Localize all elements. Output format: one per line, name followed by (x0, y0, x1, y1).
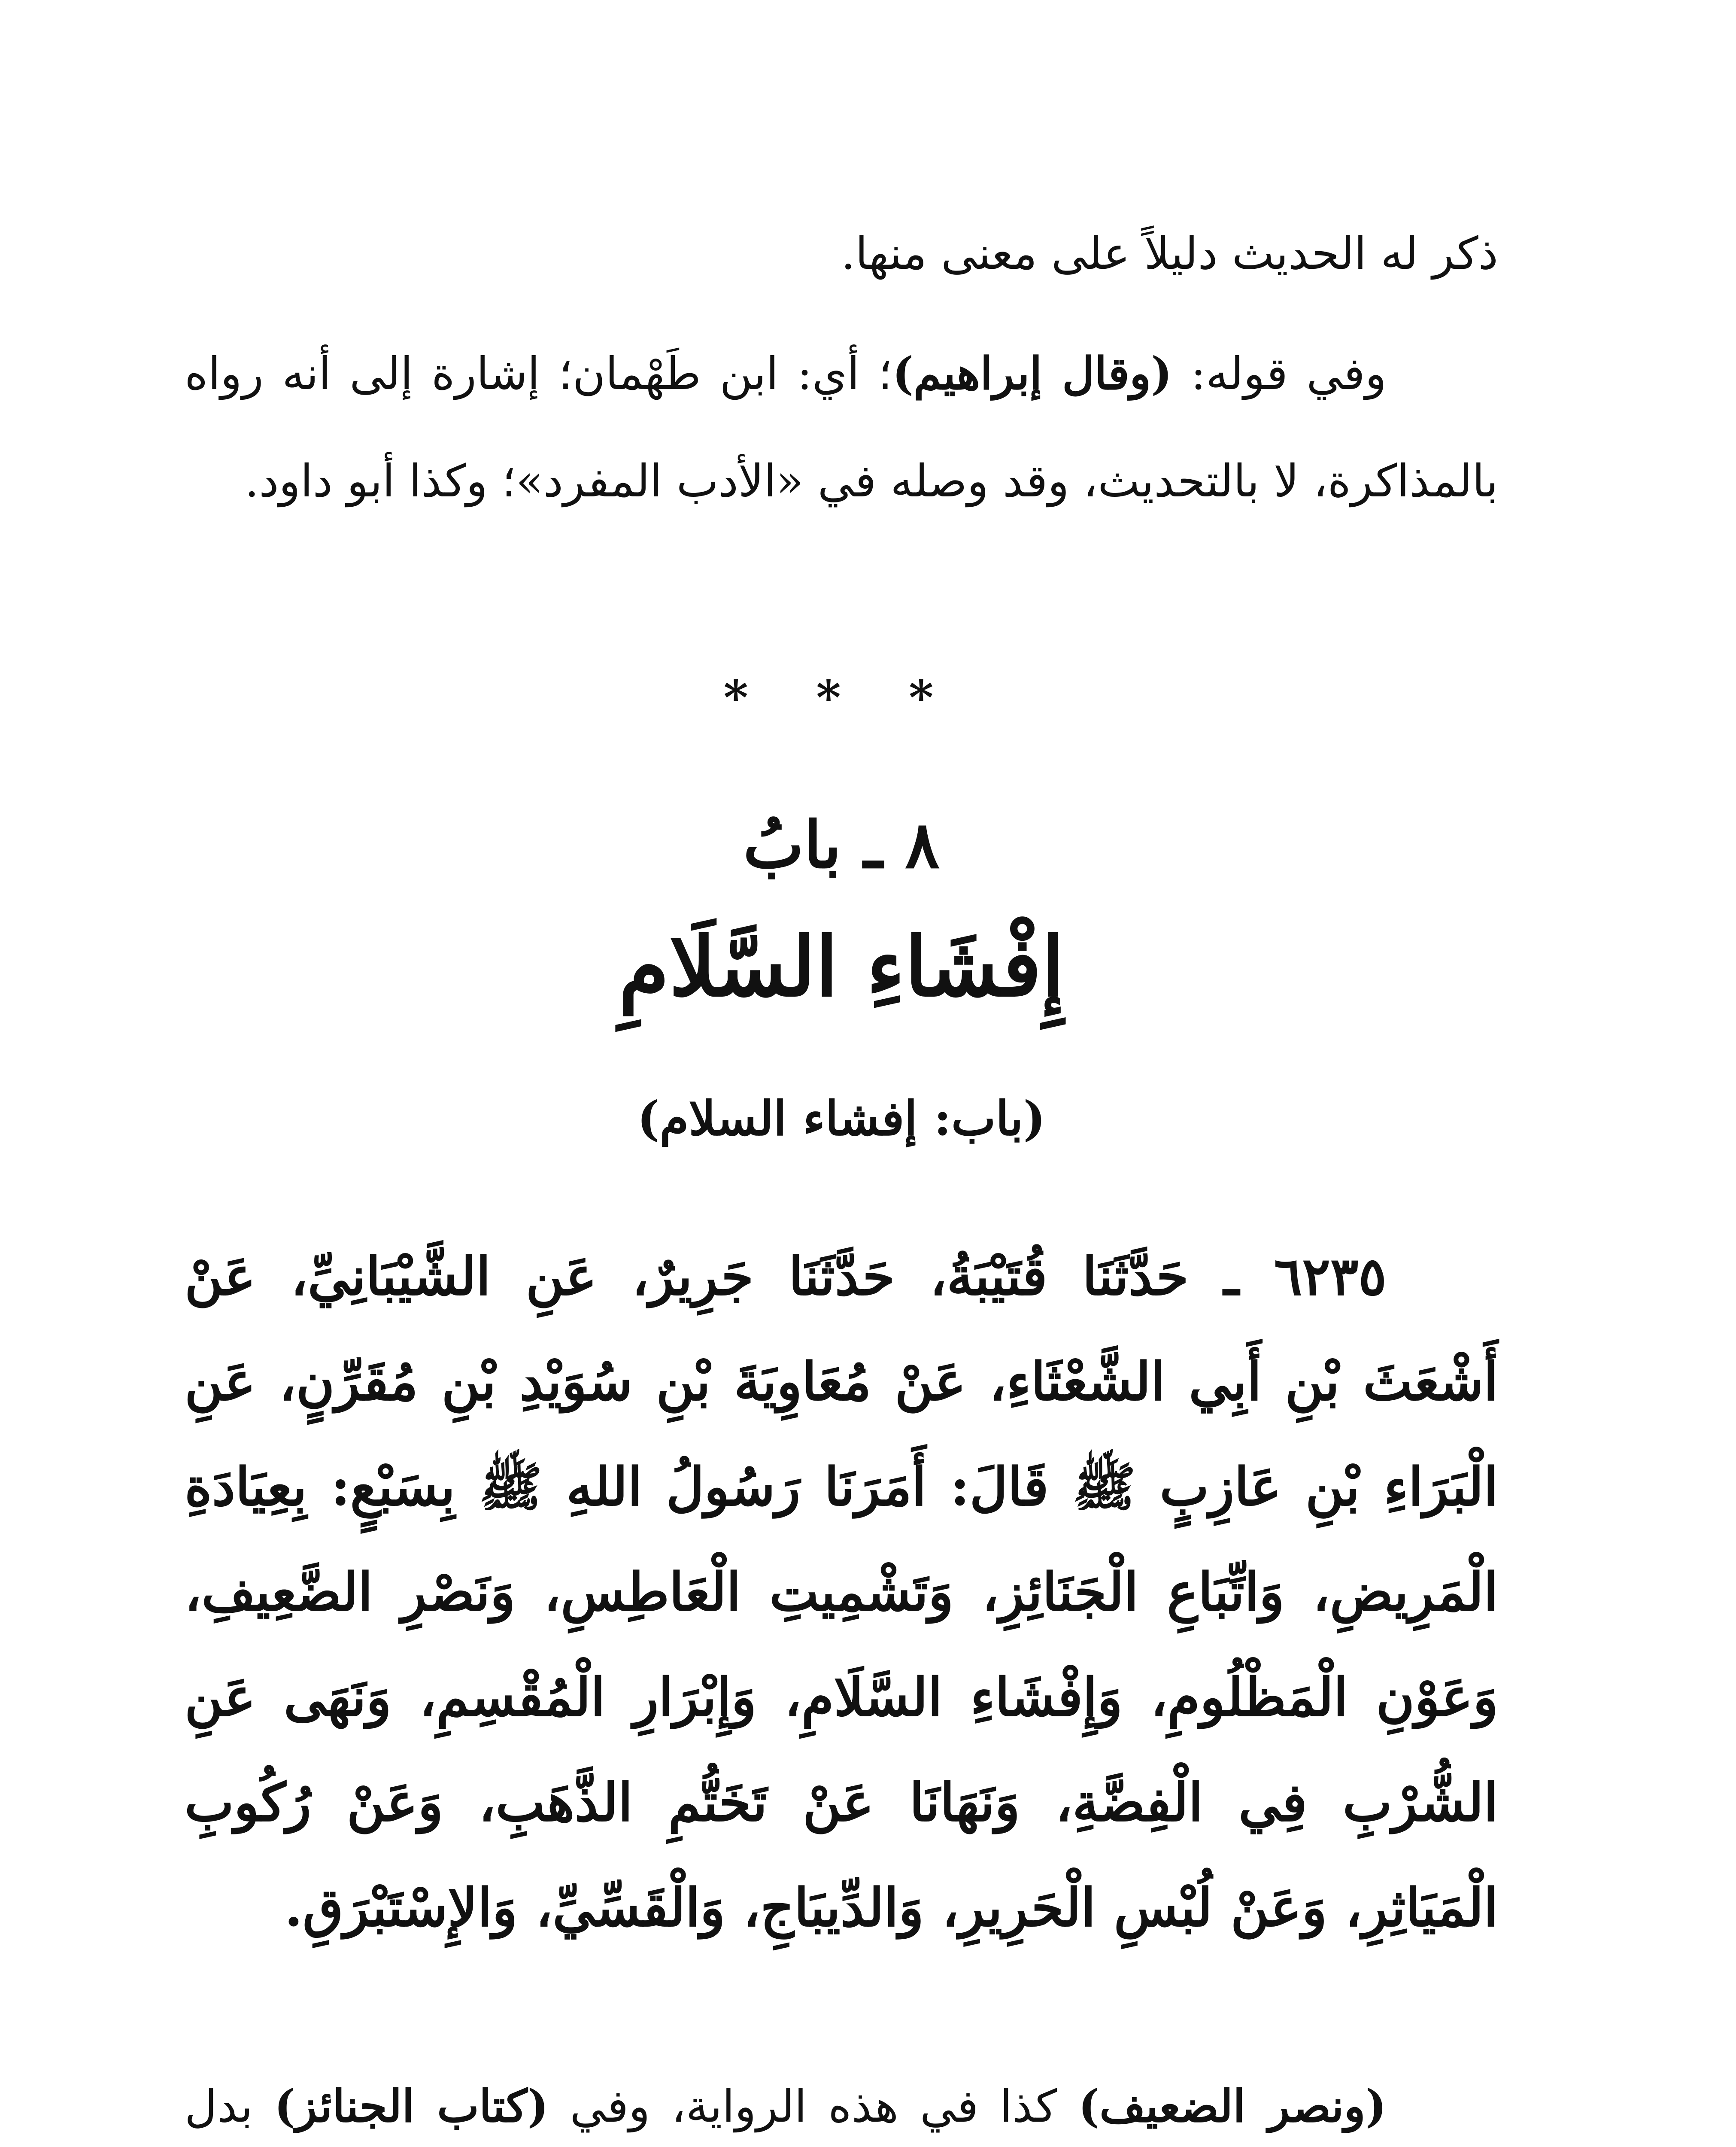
hadith-text: حَدَّثَنَا قُتَيْبَةُ، حَدَّثَنَا جَرِيرٌ، عَنِ الشَّيْبَانِيِّ، عَنْ أَشْعَثَ بْنِ أَبِي الشَّعْثَاءِ، عَنْ مُعَاوِيَةَ بْنِ سُوَيْدِ بْنِ مُقَرِّنٍ، عَنِ الْبَرَاءِ بْنِ عَازِبٍ ﷺ قَالَ: أَمَرَنَا رَسُولُ اللهِ ﷺ بِسَبْعٍ: بِعِيَادَةِ الْمَرِيضِ، وَاتِّبَاعِ الْجَنَائِزِ، وَتَشْمِيتِ الْعَاطِسِ، وَنَصْرِ الضَّعِيفِ، وَعَوْنِ الْمَظْلُومِ، وَإِفْشَاءِ السَّلَامِ، وَإِبْرَارِ الْمُقْسِمِ، وَنَهَى عَنِ الشُّرْبِ فِي الْفِضَّةِ، وَنَهَانَا عَنْ تَخَتُّمِ الذَّهَبِ، وَعَنْ رُكُوبِ الْمَيَاثِرِ، وَعَنْ لُبْسِ الْحَرِيرِ، وَالدِّيبَاجِ، وَالْقَسِّيِّ، وَالإِسْتَبْرَقِ. (185, 1245, 1498, 1938)
chapter-number: ٨ ـ بابُ (743, 807, 940, 883)
chapter-title: إِفْشَاءِ السَّلَامِ (619, 919, 1064, 1015)
commentary-quote-1: (ونصر الضعيف) (1078, 2080, 1387, 2132)
chapter-subheading: (باب: إفشاء السلام) (637, 1091, 1046, 1146)
commentary-text-2: بدل (185, 2080, 253, 2132)
commentary-quote-2: (كتاب الجنائز) (274, 2080, 549, 2132)
hadith-paragraph (185, 1224, 1498, 1960)
commentary-text-1: كذا في هذه الرواية، وفي (548, 2080, 1078, 2132)
intro-line-text: ذكر له الحديث دليلاً على معنى منها. (841, 227, 1498, 280)
intro-rest: ؛ أي: ابن طَهْمان؛ إشارة إلى أنه رواه بالمذاكرة، لا بالتحديث، وقد وصله في «الأدب المفرد»؛ وكذا أبو داود. (185, 347, 1498, 507)
commentary-paragraph (185, 2053, 1498, 2147)
intro-quote: (وقال إبراهيم) (892, 347, 1172, 400)
section-separator: * * * (723, 670, 959, 725)
intro-prefix: وفي قوله: (1172, 347, 1387, 400)
intro-paragraph (185, 320, 1498, 535)
intro-line (185, 200, 1498, 307)
book-page (185, 0, 1498, 2147)
hadith-number: ٦٢٣٥ ـ (1223, 1245, 1387, 1307)
